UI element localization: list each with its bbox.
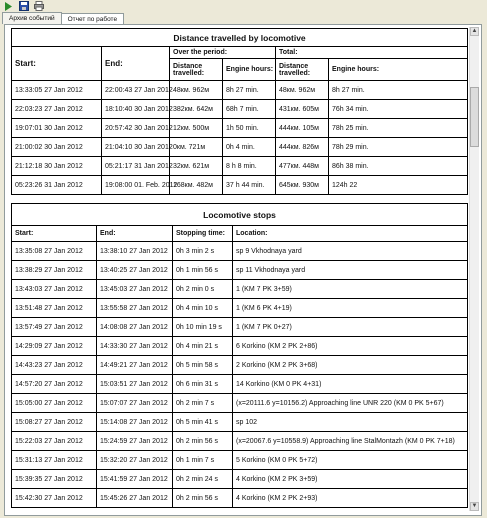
start-cell: 14:57:20 27 Jan 2012 (12, 375, 97, 394)
total-distance-header: Distance travelled: (276, 59, 329, 81)
stops-col-end: End: (97, 226, 173, 242)
total-hours-cell: 76h 34 min. (329, 100, 468, 119)
period-hours-cell: 37 h 44 min. (223, 176, 276, 195)
distance-table-title: Distance travelled by locomotive (12, 29, 468, 47)
period-hours-cell: 68h 7 min. (223, 100, 276, 119)
total-distance-cell: 444км. 105м (276, 119, 329, 138)
period-hours-cell: 0h 4 min. (223, 138, 276, 157)
location-cell: 1 (KM 7 PK 0+27) (233, 318, 468, 337)
location-cell: (x=20111.6 y=10156.2) Approaching line UNR 220 (KM 0 PK 5+67) (233, 394, 468, 413)
stopping-time-cell: 0h 4 min 10 s (173, 299, 233, 318)
end-cell: 14:08:08 27 Jan 2012 (97, 318, 173, 337)
stopping-time-cell: 0h 6 min 31 s (173, 375, 233, 394)
total-distance-cell: 444км. 826м (276, 138, 329, 157)
end-cell: 15:14:08 27 Jan 2012 (97, 413, 173, 432)
period-hours-cell: 8h 27 min. (223, 81, 276, 100)
end-cell: 13:45:03 27 Jan 2012 (97, 280, 173, 299)
start-cell: 15:31:13 27 Jan 2012 (12, 451, 97, 470)
period-hours-header: Engine hours: (223, 59, 276, 81)
total-hours-header: Engine hours: (329, 59, 468, 81)
table-row (12, 100, 468, 119)
end-cell: 19:08:00 01. Feb. 2012 (102, 176, 170, 195)
location-cell: 14 Korkino (KM 0 PK 4+31) (233, 375, 468, 394)
total-hours-cell: 78h 29 min. (329, 138, 468, 157)
stops-col-start: Start: (12, 226, 97, 242)
end-cell: 15:45:26 27 Jan 2012 (97, 489, 173, 508)
tab-event-archive[interactable]: Архив событий (2, 12, 62, 24)
location-cell: (x=20067.6 y=10558.9) Approaching line StalMontazh (KM 0 PK 7+18) (233, 432, 468, 451)
end-cell: 15:24:59 27 Jan 2012 (97, 432, 173, 451)
table-row (12, 413, 468, 432)
start-cell: 13:51:48 27 Jan 2012 (12, 299, 97, 318)
start-cell: 13:38:29 27 Jan 2012 (12, 261, 97, 280)
total-hours-cell: 124h 22 (329, 176, 468, 195)
report-document (11, 28, 467, 508)
period-hours-cell: 8 h 8 min. (223, 157, 276, 176)
location-cell: 2 Korkino (KM 2 PK 3+68) (233, 356, 468, 375)
stopping-time-cell: 0h 2 min 56 s (173, 489, 233, 508)
period-distance-cell: 48км. 962м (170, 81, 223, 100)
location-cell: 6 Korkino (KM 2 PK 2+86) (233, 337, 468, 356)
end-cell: 13:55:58 27 Jan 2012 (97, 299, 173, 318)
play-icon[interactable] (3, 1, 14, 11)
start-cell: 13:33:05 27 Jan 2012 (12, 81, 102, 100)
table-row (12, 432, 468, 451)
start-cell: 13:43:03 27 Jan 2012 (12, 280, 97, 299)
period-hours-cell: 1h 50 min. (223, 119, 276, 138)
end-cell: 14:33:30 27 Jan 2012 (97, 337, 173, 356)
end-cell: 15:41:59 27 Jan 2012 (97, 470, 173, 489)
table-row (12, 356, 468, 375)
start-cell: 14:29:09 27 Jan 2012 (12, 337, 97, 356)
total-distance-cell: 645км. 930м (276, 176, 329, 195)
end-cell: 13:40:25 27 Jan 2012 (97, 261, 173, 280)
start-cell: 05:23:26 31 Jan 2012 (12, 176, 102, 195)
start-cell: 14:43:23 27 Jan 2012 (12, 356, 97, 375)
table-row (12, 119, 468, 138)
table-row (12, 337, 468, 356)
table-row (12, 318, 468, 337)
distance-col-period: Over the period: (170, 47, 276, 59)
end-cell: 15:07:07 27 Jan 2012 (97, 394, 173, 413)
print-icon[interactable] (33, 1, 44, 11)
location-cell: sp 9 Vkhodnaya yard (233, 242, 468, 261)
total-hours-cell: 78h 25 min. (329, 119, 468, 138)
total-hours-cell: 86h 38 min. (329, 157, 468, 176)
period-distance-header: Distance travelled: (170, 59, 223, 81)
start-cell: 15:05:00 27 Jan 2012 (12, 394, 97, 413)
stops-col-time: Stopping time: (173, 226, 233, 242)
stopping-time-cell: 0h 10 min 19 s (173, 318, 233, 337)
distance-table (11, 28, 468, 195)
end-cell: 22:00:43 27 Jan 2012 (102, 81, 170, 100)
end-cell: 13:38:10 27 Jan 2012 (97, 242, 173, 261)
total-distance-cell: 431км. 605м (276, 100, 329, 119)
location-cell: 1 (KM 7 PK 3+59) (233, 280, 468, 299)
distance-col-start: Start: (12, 47, 102, 81)
end-cell: 15:32:20 27 Jan 2012 (97, 451, 173, 470)
start-cell: 15:22:03 27 Jan 2012 (12, 432, 97, 451)
table-row (12, 489, 468, 508)
total-hours-cell: 8h 27 min. (329, 81, 468, 100)
start-cell: 15:08:27 27 Jan 2012 (12, 413, 97, 432)
start-cell: 21:12:18 30 Jan 2012 (12, 157, 102, 176)
start-cell: 19:07:01 30 Jan 2012 (12, 119, 102, 138)
location-cell: 4 Korkino (KM 2 PK 3+59) (233, 470, 468, 489)
start-cell: 22:03:23 27 Jan 2012 (12, 100, 102, 119)
stopping-time-cell: 0h 2 min 56 s (173, 432, 233, 451)
stops-table-title: Locomotive stops (12, 204, 468, 226)
stopping-time-cell: 0h 4 min 21 s (173, 337, 233, 356)
stopping-time-cell: 0h 2 min 24 s (173, 470, 233, 489)
table-row (12, 138, 468, 157)
stops-col-location: Location: (233, 226, 468, 242)
period-distance-cell: 168км. 482м (170, 176, 223, 195)
total-distance-cell: 48км. 962м (276, 81, 329, 100)
table-row (12, 81, 468, 100)
stopping-time-cell: 0h 2 min 0 s (173, 280, 233, 299)
tab-bar (2, 12, 123, 24)
vertical-scrollbar[interactable] (469, 27, 479, 511)
start-cell: 15:42:30 27 Jan 2012 (12, 489, 97, 508)
stopping-time-cell: 0h 2 min 7 s (173, 394, 233, 413)
start-cell: 15:39:35 27 Jan 2012 (12, 470, 97, 489)
table-row (12, 242, 468, 261)
total-distance-cell: 477км. 448м (276, 157, 329, 176)
table-row (12, 375, 468, 394)
start-cell: 13:57:49 27 Jan 2012 (12, 318, 97, 337)
scroll-down-icon[interactable]: ▼ (471, 503, 478, 509)
tab-work-report[interactable]: Отчет по работе (61, 13, 125, 25)
stopping-time-cell: 0h 5 min 58 s (173, 356, 233, 375)
location-cell: 5 Korkino (KM 0 PK 5+72) (233, 451, 468, 470)
table-row (12, 470, 468, 489)
distance-col-total: Total: (276, 47, 468, 59)
period-distance-cell: 0км. 721м (170, 138, 223, 157)
table-row (12, 299, 468, 318)
toolbar (0, 0, 487, 12)
stops-table (11, 203, 468, 508)
table-row (12, 157, 468, 176)
period-distance-cell: 382км. 642м (170, 100, 223, 119)
stopping-time-cell: 0h 1 min 7 s (173, 451, 233, 470)
end-cell: 05:21:17 31 Jan 2012 (102, 157, 170, 176)
table-row (12, 451, 468, 470)
scroll-up-icon[interactable]: ▲ (471, 28, 478, 34)
end-cell: 21:04:10 30 Jan 2012 (102, 138, 170, 157)
end-cell: 20:57:42 30 Jan 2012 (102, 119, 170, 138)
scroll-thumb[interactable] (470, 87, 479, 147)
end-cell: 14:49:21 27 Jan 2012 (97, 356, 173, 375)
end-cell: 15:03:51 27 Jan 2012 (97, 375, 173, 394)
location-cell: 1 (KM 6 PK 4+19) (233, 299, 468, 318)
period-distance-cell: 12км. 500м (170, 119, 223, 138)
distance-col-end: End: (102, 47, 170, 81)
report-frame (4, 24, 482, 516)
location-cell: 4 Korkino (KM 2 PK 2+93) (233, 489, 468, 508)
location-cell: sp 102 (233, 413, 468, 432)
end-cell: 18:10:40 30 Jan 2012 (102, 100, 170, 119)
start-cell: 13:35:08 27 Jan 2012 (12, 242, 97, 261)
table-row (12, 261, 468, 280)
period-distance-cell: 32км. 621м (170, 157, 223, 176)
stopping-time-cell: 0h 5 min 41 s (173, 413, 233, 432)
stopping-time-cell: 0h 1 min 56 s (173, 261, 233, 280)
stopping-time-cell: 0h 3 min 2 s (173, 242, 233, 261)
table-row (12, 280, 468, 299)
table-row (12, 176, 468, 195)
table-row (12, 394, 468, 413)
start-cell: 21:00:02 30 Jan 2012 (12, 138, 102, 157)
save-icon[interactable] (18, 1, 29, 11)
location-cell: sp 11 Vkhodnaya yard (233, 261, 468, 280)
